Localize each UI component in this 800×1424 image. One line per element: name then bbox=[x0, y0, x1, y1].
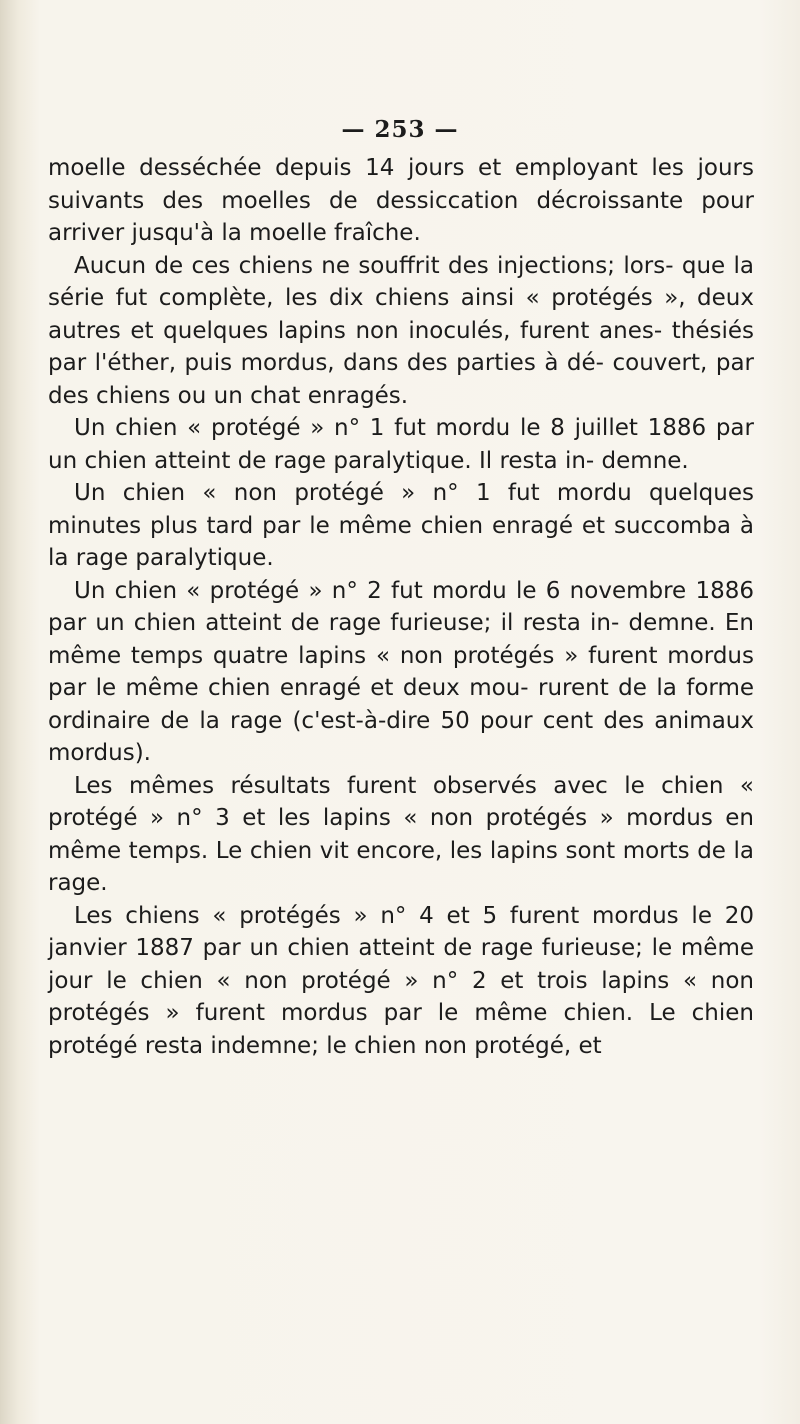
paragraph-protected-dog-2: Un chien « protégé » n° 2 fut mordu le 6 novembre 1886 par un chien atteint de rage furieuse; il resta in- demne. En même temps quatre lapins « non protégés » furent mordus par le même chien enragé et deux mou- rurent de la forme ordinaire de la rage (c'est-à-dire 50 pour cent des animaux mordus). bbox=[48, 577, 754, 766]
body-text bbox=[48, 152, 754, 1062]
page-number: — 253 — bbox=[341, 116, 459, 143]
paragraph-protected-dog-1: Un chien « protégé » n° 1 fut mordu le 8 juillet 1886 par un chien atteint de rage paralytique. Il resta in- demne. bbox=[48, 415, 754, 474]
paragraph-injections: Aucun de ces chiens ne souffrit des injections; lors- que la série fut complète, les dix chiens ainsi « protégés », deux autres et quelques lapins non inoculés, furent anes- thésiés par l'éther, puis mordus, dans des parties à dé- couvert, par des chiens ou un chat enragés. bbox=[48, 252, 754, 409]
paragraph-protected-dogs-4-5: Les chiens « protégés » n° 4 et 5 furent mordus le 20 janvier 1887 par un chien atteint de rage furieuse; le même jour le chien « non protégé » n° 2 et trois lapins « non protégés » furent mordus par le même chien. Le chien protégé resta indemne; le chien non protégé, et bbox=[48, 902, 754, 1059]
paragraph-unprotected-dog-1: Un chien « non protégé » n° 1 fut mordu quelques minutes plus tard par le même chien enragé et succomba à la rage paralytique. bbox=[48, 480, 754, 571]
paragraph-continuation: moelle desséchée depuis 14 jours et employant les jours suivants des moelles de dessiccation décroissante pour arriver jusqu'à la moelle fraîche. bbox=[48, 155, 754, 246]
paragraph-protected-dog-3: Les mêmes résultats furent observés avec le chien « protégé » n° 3 et les lapins « non protégés » mordus en même temps. Le chien vit encore, les lapins sont morts de la rage. bbox=[48, 772, 754, 896]
